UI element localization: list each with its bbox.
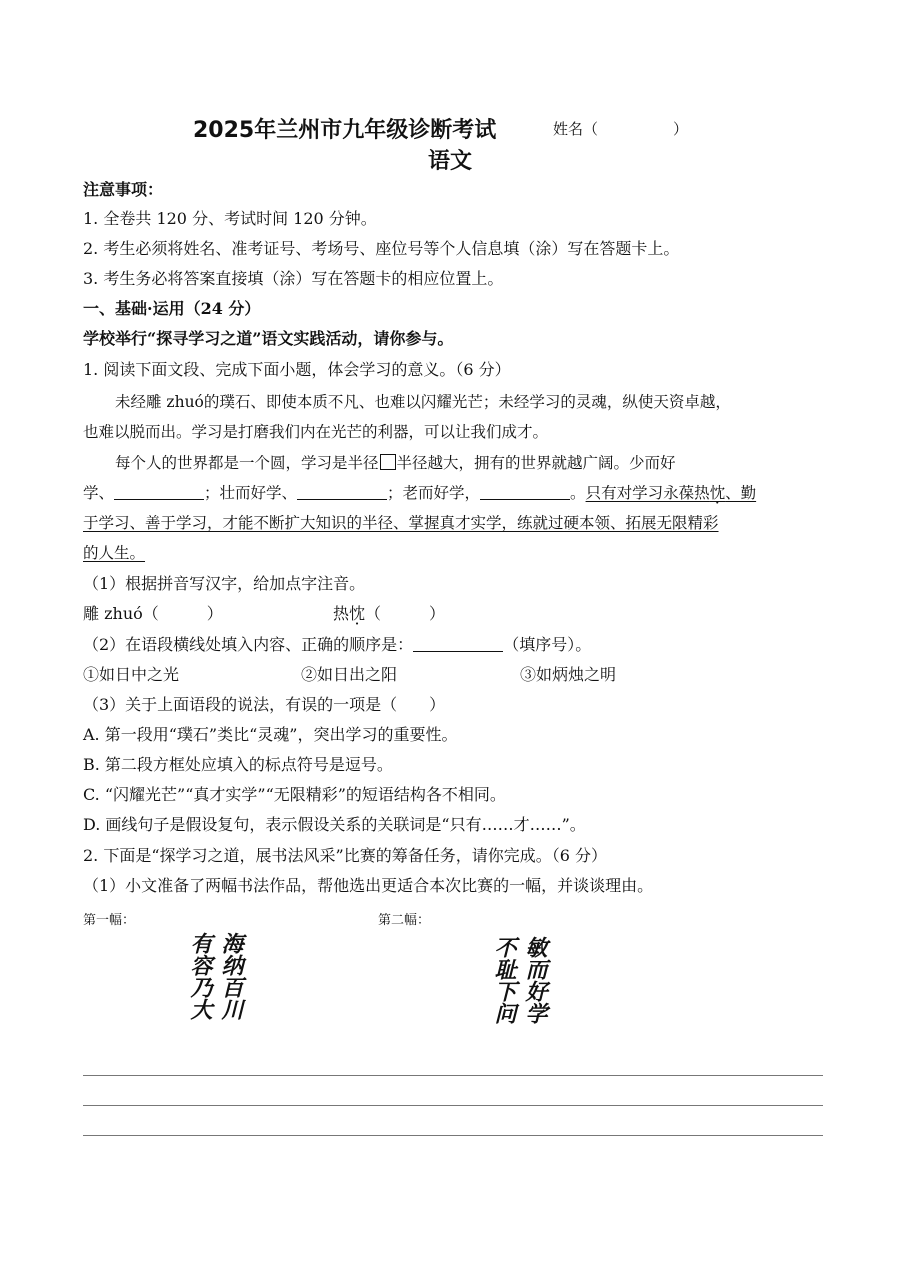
- q1-sub2: [83, 634, 591, 656]
- q1-sub3: （3）关于上面语段的说法，有误的一项是（ ）: [83, 695, 446, 714]
- calligraphy-column: 敏而好学: [522, 936, 547, 1024]
- answer-line-1: [83, 1075, 823, 1076]
- notice-item-1: 1. 全卷共 120 分、考试时间 120 分钟。: [83, 209, 377, 228]
- choice-b: B. 第二段方框处应填入的标点符号是逗号。: [83, 755, 393, 774]
- q1-paragraph-2-line-3: 于学习、善于学习，才能不断扩大知识的半径、掌握真才实学，练就过硬本领、拓展无限精彩: [83, 514, 719, 532]
- exam-title: 2025年兰州市九年级诊断考试: [193, 118, 497, 143]
- q1-paragraph-2-line-4: 的人生。: [83, 544, 146, 562]
- q1-paragraph-1-line-1: 未经雕 zhuó的璞石、即使本质不凡、也难以闪耀光芒；未经学习的灵魂，纵使天资卓越，: [115, 393, 731, 411]
- dotted-character: 忱: [709, 484, 726, 502]
- sub1-text: （ ）: [365, 604, 446, 623]
- q1-paragraph-2-line-1: [83, 452, 676, 474]
- calligraphy-column: 有容乃大: [187, 932, 212, 1020]
- paragraph-text: 半径越大，拥有的世界就越广阔。少而好: [396, 454, 676, 472]
- answer-line-3: [83, 1135, 823, 1136]
- q2-stem: 2. 下面是“探学习之道，展书法风采”比赛的筹备任务，请你完成。（6 分）: [83, 846, 607, 865]
- q1-sub1-item-b: [333, 603, 445, 625]
- punctuation-box: [380, 454, 396, 470]
- option-3: ③如炳烛之明: [520, 665, 617, 684]
- paragraph-text: ；老而好学，: [387, 484, 481, 502]
- work2-label: 第二幅：: [378, 913, 431, 928]
- fill-blank-3: [480, 483, 570, 500]
- calligraphy-work-2: [491, 936, 547, 1024]
- notice-item-2: 2. 考生必须将姓名、准考证号、考场号、座位号等个人信息填（涂）写在答题卡上。: [83, 239, 680, 258]
- calligraphy-work-1: [187, 932, 243, 1020]
- answer-blank: [413, 635, 503, 652]
- subject-title: 语文: [428, 149, 473, 174]
- paragraph-text: 每个人的世界都是一个圆，学习是半径: [115, 454, 379, 472]
- paragraph-text: 。: [570, 484, 586, 502]
- sub2-text: （2）在语段横线处填入内容、正确的顺序是：: [83, 635, 414, 654]
- q2-sub1: （1）小文准备了两幅书法作品，帮他选出更适合本次比赛的一幅，并谈谈理由。: [83, 876, 654, 895]
- work1-label: 第一幅：: [83, 913, 136, 928]
- notice-heading: 注意事项：: [83, 180, 164, 199]
- underlined-sentence: 只有对学习永葆热: [585, 484, 710, 502]
- paragraph-text: 学、: [83, 484, 115, 502]
- q1-sub1: （1）根据拼音写汉字，给加点字注音。: [83, 574, 366, 593]
- notice-item-3: 3. 考生务必将答案直接填（涂）写在答题卡的相应位置上。: [83, 269, 504, 288]
- sub1-text: 热: [333, 604, 350, 623]
- underlined-sentence: 、勤: [725, 484, 757, 502]
- section-heading: 一、基础·运用（24 分）: [83, 299, 261, 318]
- sub2-text: （填序号）。: [503, 635, 592, 654]
- fill-blank-2: [297, 483, 387, 500]
- q1-paragraph-1-line-2: 也难以脱而出。学习是打磨我们内在光芒的利器，可以让我们成才。: [83, 423, 549, 441]
- section-intro: 学校举行“探寻学习之道”语文实践活动，请你参与。: [83, 329, 454, 348]
- q1-paragraph-2-line-2: [83, 482, 756, 504]
- choice-c: C. “闪耀光芒”“真才实学”“无限精彩”的短语结构各不相同。: [83, 785, 506, 804]
- q1-stem: 1. 阅读下面文段、完成下面小题，体会学习的意义。（6 分）: [83, 360, 511, 379]
- option-1: ①如日中之光: [83, 665, 180, 684]
- dotted-character: 忱: [349, 604, 366, 623]
- fill-blank-1: [114, 483, 204, 500]
- choice-a: A. 第一段用“璞石”类比“灵魂”，突出学习的重要性。: [83, 725, 458, 744]
- q1-sub1-item-a: 雕 zhuó（ ）: [83, 604, 223, 623]
- calligraphy-column: 不耻下问: [491, 936, 516, 1024]
- answer-line-2: [83, 1105, 823, 1106]
- paragraph-text: ；壮而好学、: [204, 484, 298, 502]
- calligraphy-column: 海纳百川: [218, 932, 243, 1020]
- option-2: ②如日出之阳: [301, 665, 398, 684]
- name-field: 姓名（ ）: [553, 120, 689, 138]
- choice-d: D. 画线句子是假设复句，表示假设关系的关联词是“只有……才……”。: [83, 815, 586, 834]
